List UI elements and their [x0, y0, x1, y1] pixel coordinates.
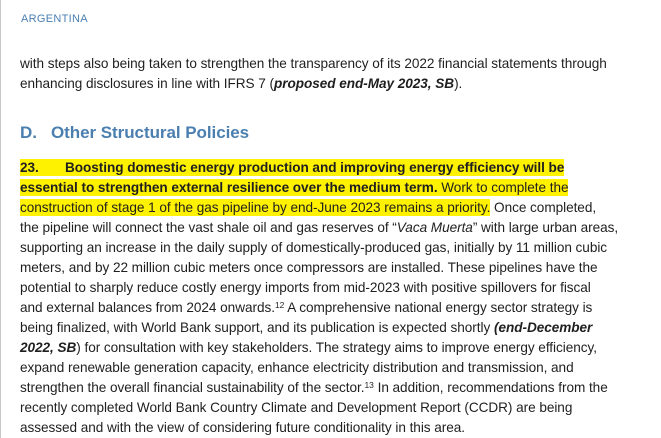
text-run: strengthen the overall financial sustainability of the sector.: [20, 380, 365, 395]
paragraph-number: 23.: [20, 160, 39, 175]
italic-term: Vaca Muerta: [396, 220, 473, 235]
text-line: [20, 218, 640, 238]
text-line: [20, 74, 640, 94]
text-line: with steps also being taken to strengthen the transparency of its 2022 financial statements through: [20, 56, 607, 71]
text-line: [20, 198, 640, 218]
section-heading: [20, 122, 640, 144]
text-line: meters, and by 22 million cubic meters once compressors are installed. These pipelines have the: [20, 260, 598, 275]
text-run: ).: [454, 76, 463, 91]
text-line: [20, 298, 640, 318]
text-run: Work to complete the: [437, 180, 569, 195]
text-line: [20, 178, 640, 198]
highlighted-text: [20, 159, 564, 176]
deadline-bold: proposed end-May 2023, SB: [274, 76, 455, 91]
deadline-bold: (end-December: [493, 320, 593, 335]
text-run: Once completed,: [490, 200, 597, 215]
text-run: ” with large urban areas,: [472, 220, 619, 235]
text-line: recently completed World Bank Country Climate and Development Report (CCDR) are being: [20, 400, 573, 415]
section-title: Other Structural Policies: [51, 123, 250, 142]
text-line: potential to sharply reduce costly energy imports from mid-2023 with positive spillovers for fiscal: [20, 280, 591, 295]
text-run: ) for consultation with key stakeholders. The strategy aims to improve energy efficiency,: [76, 340, 597, 355]
text-line: assessed and with the view of considering future conditionality in this area.: [20, 420, 465, 435]
deadline-bold: 2022, SB: [20, 340, 77, 355]
text-run: the pipeline will connect the vast shale oil and gas reserves of “: [20, 220, 397, 235]
footnote-ref[interactable]: 13: [364, 380, 374, 390]
text-run: and external balances from 2024 onwards.: [20, 300, 275, 315]
text-line: [20, 338, 640, 358]
text-run: enhancing disclosures in line with IFRS 7 (: [20, 76, 274, 91]
text-line: expand renewable generation capacity, enhance electricity distribution and transmission, and: [20, 360, 574, 375]
text-line: [20, 318, 640, 338]
paragraph-23: [20, 158, 640, 438]
lead-sentence-bold: Boosting domestic energy production and improving energy efficiency will be: [65, 160, 565, 175]
text-line: [20, 158, 640, 178]
lead-sentence-bold: essential to strengthen external resilience over the medium term.: [20, 180, 438, 195]
paragraph-continuation: [20, 54, 640, 94]
document-body: [20, 54, 640, 438]
text-line: [20, 378, 640, 398]
text-run: being finalized, with World Bank support, and its publication is expected shortly: [20, 320, 494, 335]
text-run: A comprehensive national energy sector strategy is: [284, 300, 593, 315]
highlighted-text: construction of stage 1 of the gas pipeline by end-June 2023 remains a priority.: [20, 200, 491, 215]
text-line: supporting an increase in the daily supply of domestically-produced gas, initially by 11 million cubic: [20, 240, 608, 255]
text-run: In addition, recommendations from the: [373, 380, 608, 395]
section-letter: D.: [20, 123, 37, 142]
page-left-border: [0, 0, 1, 438]
highlighted-text: [20, 179, 568, 196]
running-header: ARGENTINA: [21, 13, 88, 25]
footnote-ref[interactable]: 12: [274, 300, 285, 310]
